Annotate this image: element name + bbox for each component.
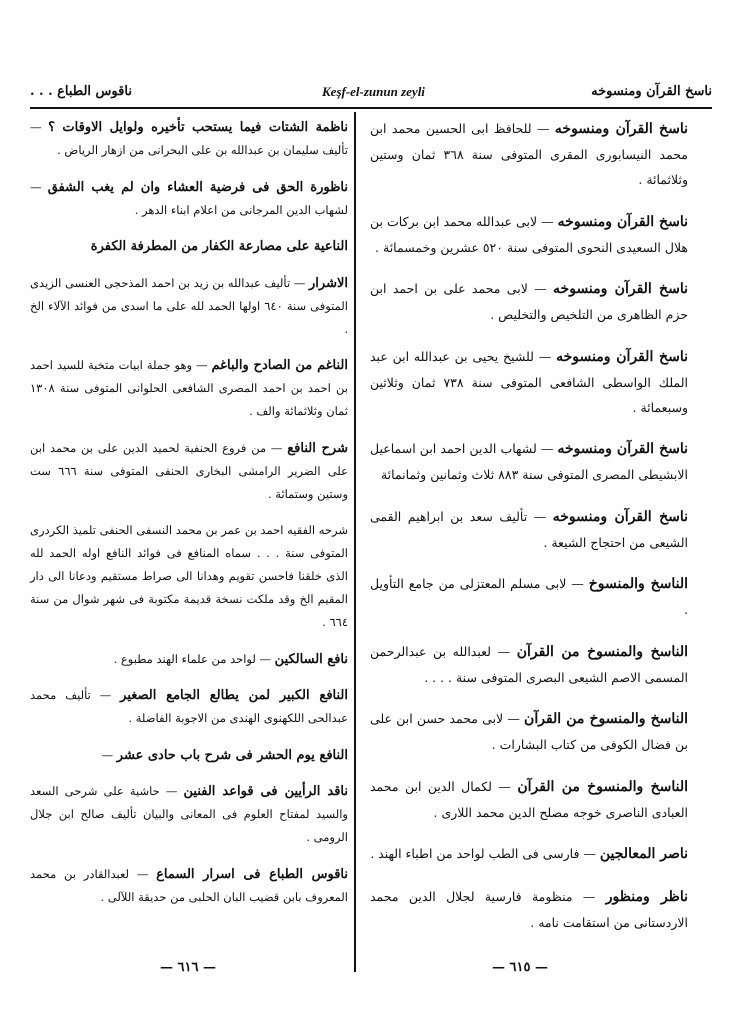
entry-title: نافع السالكين [274,651,348,667]
entry-title: ناصر المعالجين [599,846,688,862]
dictionary-entry [370,774,688,825]
entry-body: — تأليف سعد بن ابراهيم القمى الشيعى من احتجاج الشيعة . [370,508,688,550]
entry-title: ناسخ القرآن ومنسوخه [557,441,688,457]
dictionary-entry [370,344,688,420]
entry-body: — لكمال الدين ابن محمد العبادى الناصرى خوجه مصلح الدين محمد اللارى . [370,778,688,820]
entry-body: — لابى عبدالله محمد ابن بركات بن هلال السعيدى النحوى المتوفى سنة ٥٢٠ عشرين وخمسمائة . [370,213,688,255]
entry-title: الناسخ والمنسوخ من القرآن [524,711,688,727]
entry-title: ناسخ القرآن ومنسوخه [552,508,688,525]
dictionary-entry [370,209,688,260]
page-number-left: — ٦١٦ — [160,960,217,975]
entry-body: — للشيخ يحيى بن عبدالله ابن عبد الملك الواسطى الشافعى المتوفى سنة ٧٣٨ ثمان وثلاثين وسبعمائة . [370,348,688,415]
entry-body: — لشهاب الدين المرجانى من اعلام ابناء الدهر . [30,179,348,217]
entry-body: — فارسى فى الطب لواحد من اطباء الهند . [370,846,600,861]
entry-body: — لعبدالقادر بن محمد المعروف بابن قضيب البان الحلبى من حديقة اللآلى . [30,866,348,904]
entry-title: ناظورة الحق فى فرضية العشاء وان لم يغب الشفق [47,179,348,195]
header-center-title: Keşf-el-zunun zeyli [322,84,425,99]
entry-body: — لابى محمد على بن احمد ابن حزم الظاهرى من التلخيص والتخليص . [370,281,688,322]
dictionary-entry [370,504,688,555]
dictionary-entry [30,354,348,423]
entry-title: ناظر ومنظور [605,888,688,905]
entry-body: — [101,747,117,762]
entry-title: الناغم من الصادح والباغم [211,358,348,373]
entry-body: — منظومة فارسية لجلال الدين محمد الاردستانى من استقامت نامه . [370,888,688,930]
dictionary-entry [370,841,688,867]
dictionary-entry [30,744,348,767]
dictionary-entry [30,235,348,258]
page-number-right: — ٦١٥ — [492,960,549,975]
right-column [370,116,688,951]
entry-body: — من فروع الحنفية لحميد الدين على بن محمد ابن على الضرير الرامشى البخارى الحنفى المتوفى سنة ٦٦٦ ست وستين وستمائة . [30,440,348,501]
left-column [30,116,348,922]
entry-body: شرحه الفقيه احمد بن عمر بن محمد النسفى الحنفى تلميذ الكردرى المتوفى سنة . . . سماه المنافع فى فوائد النافع اوله الحمد لله الذى خلقنا فاحسن تقويم وهدانا الى صراط مستقيم ودعانا الى دار المقيم الخ وقد ملكت نسخة قديمة مكتوبة فى شهر شوال من سنة ٦٦٤ . [30,523,348,629]
entry-title: ناقد الرأيين فى قواعد الفنين [183,784,348,799]
header-rule [30,107,712,109]
header-right-title: ناسخ القرآن ومنسوخه [591,84,712,99]
entry-body: — لشهاب الدين احمد ابن اسماعيل الابشيطى المصرى المتوفى سنة ٨٨٣ ثلاث وثمانين وثمانمائة [370,441,688,482]
dictionary-entry [30,116,348,162]
entry-body: — وهو جملة ابيات متخبة للسيد احمد بن احمد بن احمد المصرى الشافعى الحلوانى المتوفى سنة ١٣٠٨ ثمان وثلاثمائة والف . [30,358,348,418]
entry-title: الناسخ والمنسوخ [588,576,688,592]
entry-title: الاشرار [309,275,348,291]
dictionary-entry [370,276,688,327]
entry-body: — تأليف عبدالله بن زيد بن احمد المذحجى العنسى الزيدى المتوفى سنة ٦٤٠ اولها الحمد لله على ما اسدى من فوائد الآلاء الخ . [30,275,348,336]
dictionary-entry [30,272,348,341]
entry-body: — حاشية على شرحى السعد والسيد لمفتاح العلوم فى المعانى والبيان تأليف صالح ابن جلال الرومى . [30,784,348,844]
entry-body: — لعبدالله بن عبدالرحمن المسمى الاصم الشيعى البصرى المتوفى سنة . . . . [370,643,688,685]
dictionary-entry [370,639,688,690]
entry-title: النافع يوم الحشر فى شرح باب حادى عشر [116,747,348,763]
dictionary-entry [370,436,688,487]
dictionary-entry [30,684,348,730]
dictionary-entry [370,706,688,757]
entry-title: ناظمة الشتات فيما يستحب تأخيره ولوايل الاوقات ؟ [48,120,348,135]
entry-title: الناسخ والمنسوخ من القرآن [517,778,688,795]
column-divider [354,112,356,972]
entry-title: شرح النافع [287,440,348,456]
dictionary-entry [30,519,348,634]
entry-title: الناسخ والمنسوخ من القرآن [516,643,689,660]
entry-body: — لواحد من علماء الهند مطبوع . [113,651,275,666]
entry-title: ناسخ القرآن ومنسوخه [556,348,688,365]
entry-title: ناسخ القرآن ومنسوخه [553,281,688,297]
entry-body: — لابى مسلم المعتزلى من جامع التأويل . [370,576,688,617]
dictionary-entry [30,780,348,849]
header-left-title: ناقوس الطباع . . . [30,84,132,99]
dictionary-entry [30,437,348,506]
entry-title: ناسخ القرآن ومنسوخه [557,213,688,230]
running-header [30,84,712,104]
entry-title: ناقوس الطباع فى اسرار السماع [156,866,348,882]
entry-body: — لابى محمد حسن ابن على بن فضال الكوفى من كتاب البشارات . [370,711,688,752]
entry-title: النافع الكبير لمن يطالع الجامع الصغير [120,688,348,703]
entry-title: الناعية على مصارعة الكفار من المطرفة الكفرة [90,239,348,254]
dictionary-entry [30,863,348,909]
dictionary-entry [30,176,348,222]
entry-body: — للحافظ ابى الحسين محمد ابن محمد النيسابورى المقرى المتوفى سنة ٣٦٨ ثمان وستين وثلاثمائة . [370,121,688,187]
dictionary-entry [370,884,688,935]
dictionary-entry [370,571,688,622]
entry-body: — تأليف سليمان بن عبدالله بن على البحرانى من ازهار الرياض . [30,120,348,157]
dictionary-entry [370,116,688,192]
dictionary-entry [30,648,348,671]
entry-title: ناسخ القرآن ومنسوخه [554,121,688,137]
entry-body: — تأليف محمد عبدالحى اللكهنوى الهندى من الاجوبة الفاضلة . [30,688,348,725]
